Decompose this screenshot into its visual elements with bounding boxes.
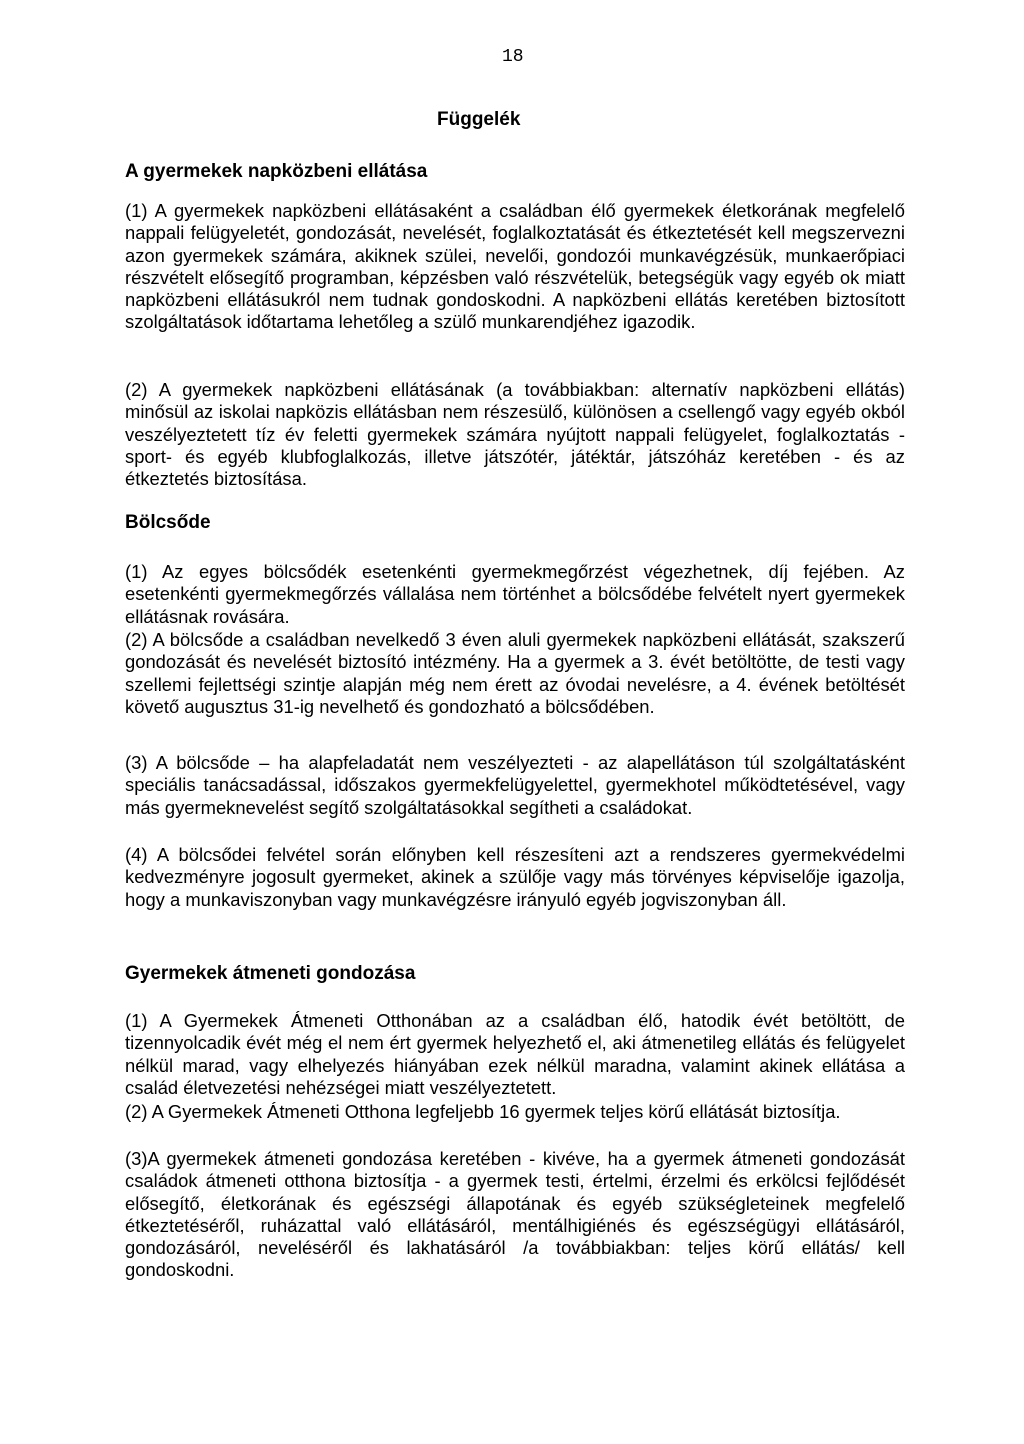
paragraph: (1) Az egyes bölcsődék esetenkénti gyermekmegőrzést végezhetnek, díj fejében. Az esetenkénti gyermekmegőrzés vállalása nem történhet a bölcsődébe felvételt nyert gyermekek ellátásnak rovására. (125, 561, 905, 627)
paragraph: (1) A Gyermekek Átmeneti Otthonában az a családban élő, hatodik évét betöltött, de tizennyolcadik évét még el nem ért gyermek helyezhető el, aki átmenetileg ellátás és felügyelet nélkül marad, vagy elhelyezés hiányában ezek nélkül maradna, valamint akinek ellátása a család életvezetési nehézségei miatt veszélyeztetett. (125, 1010, 905, 1098)
appendix-title: Függelék (437, 109, 521, 130)
section-heading-daytime-care: A gyermekek napközbeni ellátása (125, 161, 428, 182)
paragraph: (2) A bölcsőde a családban nevelkedő 3 éven aluli gyermekek napközbeni ellátását, szakszerű gondozását és nevelését biztosító intézmény. Ha a gyermek a 3. évét betöltötte, de testi vagy szellemi fejlettségi szintje alapján még nem érett az óvodai nevelésre, a 4. évének betöltését követő augusztus 31-ig nevelhető és gondozható a bölcsődében. (125, 629, 905, 717)
paragraph: (1) A gyermekek napközbeni ellátásaként a családban élő gyermekek életkorának megfelelő nappali felügyeletét, gondozását, nevelését, foglalkoztatását és étkeztetését kell megszervezni azon gyermekek számára, akiknek szülei, nevelői, gondozói munkavégzésük, munkaerőpiaci részvételt elősegítő programban, képzésben való részvételük, betegségük vagy egyéb ok miatt napközbeni ellátásukról nem tudnak gondoskodni. A napközbeni ellátás keretében biztosított szolgáltatások időtartama lehetőleg a szülő munkarendjéhez igazodik. (125, 200, 905, 333)
paragraph: (3) A bölcsőde – ha alapfeladatát nem veszélyezteti - az alapellátáson túl szolgáltatásként speciális tanácsadással, időszakos gyermekfelügyelettel, gyermekhotel működtetésével, vagy más gyermeknevelést segítő szolgáltatásokkal segítheti a családokat. (125, 752, 905, 818)
paragraph: (2) A Gyermekek Átmeneti Otthona legfeljebb 16 gyermek teljes körű ellátását biztosítja. (125, 1101, 841, 1122)
page-number: 18 (502, 47, 524, 67)
paragraph: (3)A gyermekek átmeneti gondozása keretében - kivéve, ha a gyermek átmeneti gondozását családok átmeneti otthona biztosítja - a gyermek testi, értelmi, érzelmi és erkölcsi fejlődését elősegítő, életkorának és egészségi állapotának és egyéb szükségleteinek megfelelő étkeztetéséről, ruházattal való ellátásáról, mentálhigiénés és egészségügyi ellátásáról, gondozásáról, neveléséről és lakhatásáról /a továbbiakban: teljes körű ellátás/ kell gondoskodni. (125, 1148, 905, 1281)
section-heading-nursery: Bölcsőde (125, 512, 211, 533)
paragraph: (4) A bölcsődei felvétel során előnyben kell részesíteni azt a rendszeres gyermekvédelmi kedvezményre jogosult gyermeket, akinek a szülője vagy más törvényes képviselője igazolja, hogy a munkaviszonyban vagy munkavégzésre irányuló egyéb jogviszonyban áll. (125, 844, 905, 910)
paragraph: (2) A gyermekek napközbeni ellátásának (a továbbiakban: alternatív napközbeni ellátás) minősül az iskolai napközis ellátásban nem részesülő, különösen a csellengő vagy egyéb okból veszélyeztetett tíz év feletti gyermekek számára nyújtott nappali felügyelet, foglalkoztatás - sport- és egyéb klubfoglalkozás, illetve játszótér, játéktár, játszóház keretében - és az étkeztetés biztosítása. (125, 379, 905, 490)
section-heading-temporary-care: Gyermekek átmeneti gondozása (125, 963, 416, 984)
